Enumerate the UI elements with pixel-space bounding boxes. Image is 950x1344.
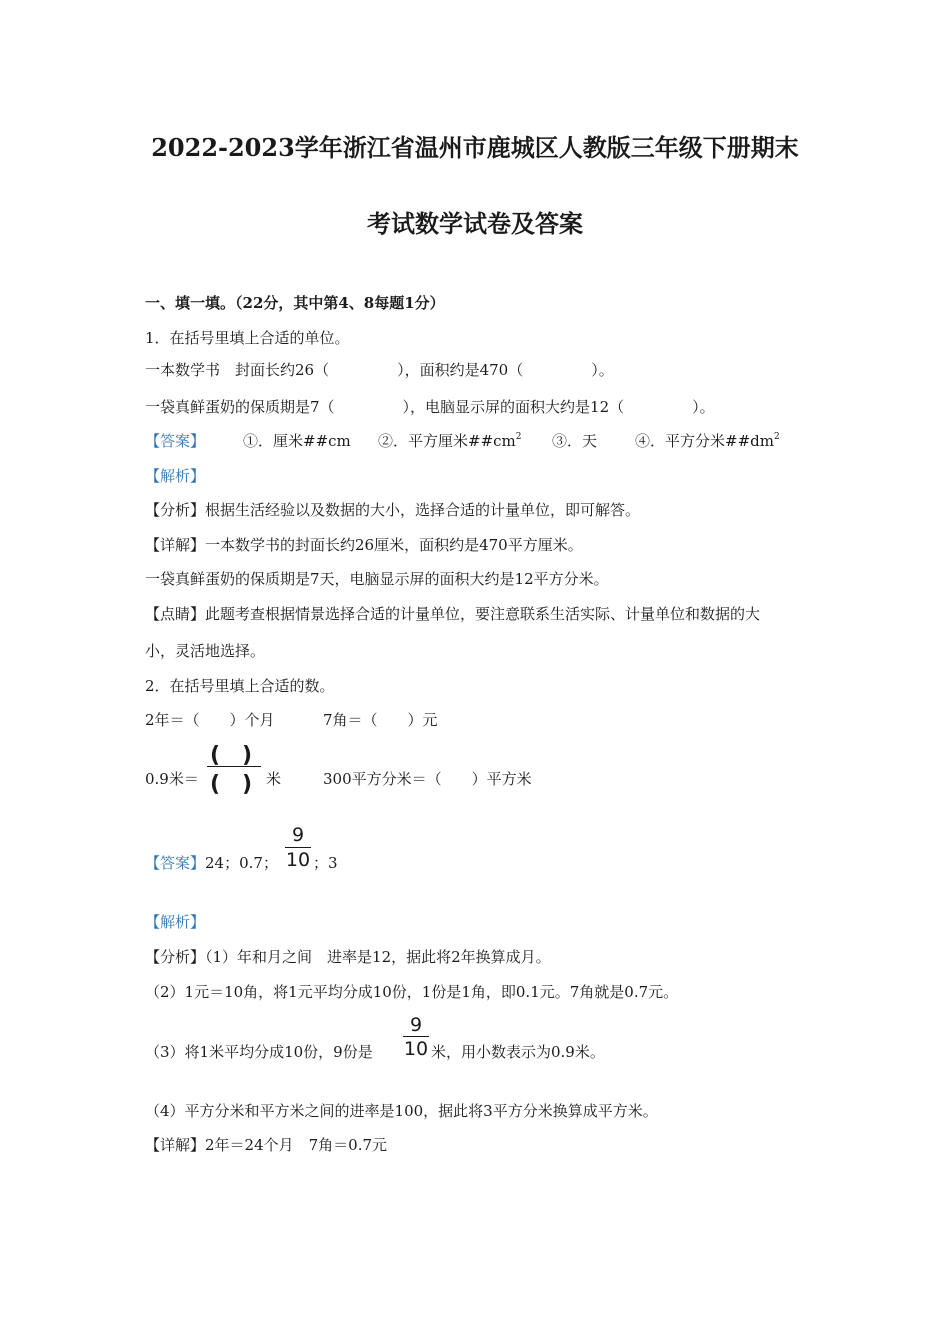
q1-answer-row — [145, 431, 205, 451]
q2-row1-part-b: 7角＝（ ）元 — [323, 711, 438, 729]
q2-fraction-blank-top: ( ) — [210, 743, 253, 768]
q1-answer-2 — [378, 431, 522, 451]
answer-tag: 【答案】 — [145, 854, 206, 872]
question-1-stem: 1．在括号里填上合适的单位。 — [145, 329, 350, 347]
q2-fenxi-4: （4）平方分米和平方米之间的进率是100，据此将3平方分米换算成平方米。 — [145, 1102, 658, 1120]
q2-fenxi-1: 【分析】（1）年和月之间 进率是12，据此将2年换算成月。 — [145, 948, 551, 966]
q1-answer-4-text: ④．平方分米##dm — [635, 432, 774, 450]
q2-fenxi-3-fraction — [403, 1014, 429, 1061]
question-1-line-2 — [145, 397, 715, 417]
q2-row2-unit: 米 — [266, 770, 282, 788]
q1-line1-part-c: ）。 — [591, 361, 614, 379]
q1-line2-part-b: ），电脑显示屏的面积大约是12（ — [402, 398, 625, 416]
q2-xiangjie: 【详解】2年＝24个月 7角＝0.7元 — [145, 1136, 388, 1154]
q2-answer-text-b: ；3 — [313, 854, 338, 872]
q2-fenxi-2: （2）1元＝10角，将1元平均分成10份，1份是1角，即0.1元。7角就是0.7元。 — [145, 983, 679, 1001]
question-2-stem: 2．在括号里填上合适的数。 — [145, 677, 335, 695]
q1-line1-part-b: ），面积约是470（ — [397, 361, 524, 379]
q1-fenxi: 【分析】根据生活经验以及数据的大小，选择合适的计量单位，即可解答。 — [145, 501, 641, 519]
q1-answer-2-sup: 2 — [515, 432, 522, 442]
question-1-line-1 — [145, 360, 614, 380]
q2-row2-prefix: 0.9米＝ — [145, 770, 199, 788]
q2-answer-row — [145, 853, 278, 873]
q1-xiangjie: 【详解】一本数学书的封面长约26厘米，面积约是470平方厘米。 — [145, 536, 583, 554]
q2-fenxi-3-part-b: 米，用小数表示为0.9米。 — [431, 1043, 605, 1061]
page-title-line1: 2022-2023学年浙江省温州市鹿城区人教版三年级下册期末 — [151, 133, 799, 162]
q2-fenxi-3-frac-num: 9 — [409, 1014, 423, 1036]
q2-answer-frac-den: 10 — [285, 849, 311, 871]
q2-answer-text-a: 24；0.7； — [205, 854, 278, 872]
q1-answer-2-text: ②．平方厘米##cm — [378, 432, 516, 450]
q2-row2-part-b: 300平方分米＝（ ）平方米 — [323, 770, 532, 788]
q2-answer-frac-num: 9 — [291, 824, 305, 846]
q2-row1-part-a: 2年＝（ ）个月 — [145, 711, 275, 729]
q1-line2-part-c: ）。 — [692, 398, 715, 416]
q1-answer-3: ③．天 — [552, 432, 598, 450]
q1-dianjing-line-1: 【点睛】此题考查根据情景选择合适的计量单位，要注意联系生活实际、计量单位和数据的大 — [145, 605, 761, 623]
q2-answer-fraction — [285, 824, 311, 872]
page-title-line2: 考试数学试卷及答案 — [367, 209, 583, 238]
q1-xiangjie-2: 一袋真鲜蛋奶的保质期是7天，电脑显示屏的面积大约是12平方分米。 — [145, 570, 609, 588]
q1-answer-4 — [635, 431, 780, 451]
q1-dianjing-line-2: 小，灵活地选择。 — [145, 642, 266, 660]
section-heading: 一、填一填。（22分，其中第4、8每题1分） — [145, 294, 445, 312]
q1-answer-1: ①．厘米##cm — [243, 432, 351, 450]
q2-fenxi-3-part-a: （3）将1米平均分成10份，9份是 — [145, 1043, 373, 1061]
q2-fraction-blank-bottom: ( ) — [210, 772, 253, 797]
q1-line1-part-a: 一本数学书 封面长约26（ — [145, 361, 330, 379]
q1-line2-part-a: 一袋真鲜蛋奶的保质期是7（ — [145, 398, 335, 416]
q2-analysis-tag: 【解析】 — [145, 913, 206, 931]
q2-fenxi-3-frac-den: 10 — [403, 1038, 429, 1060]
q1-answer-4-sup: 2 — [773, 432, 780, 442]
answer-tag: 【答案】 — [145, 432, 206, 450]
q1-analysis-tag: 【解析】 — [145, 467, 206, 485]
